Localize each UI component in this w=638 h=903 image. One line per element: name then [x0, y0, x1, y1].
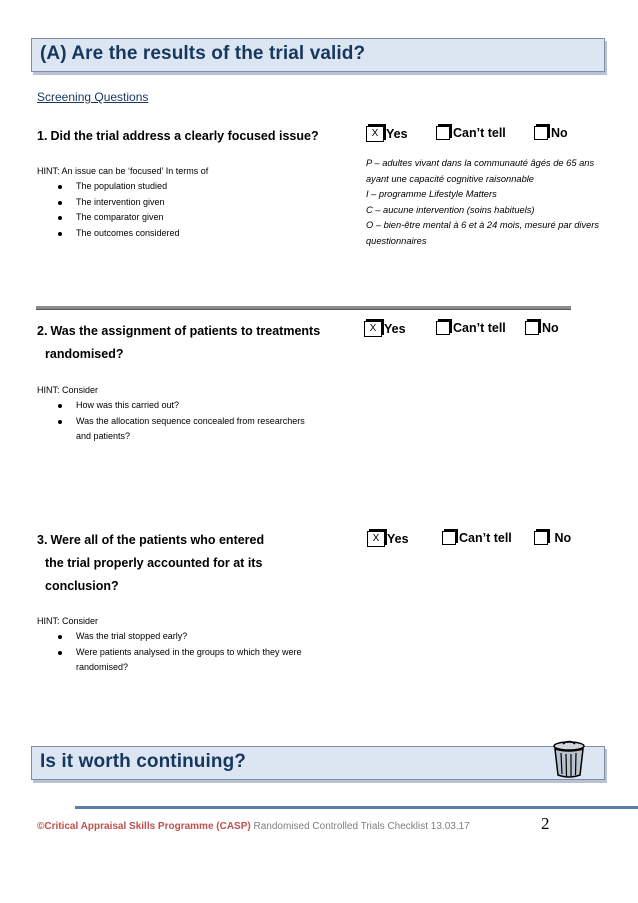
checkbox-icon[interactable]	[534, 531, 548, 545]
question-1-text: Did the trial address a clearly focused issue?	[50, 129, 319, 143]
checkbox-icon[interactable]	[525, 321, 539, 335]
q1-option-cant-tell[interactable]: Can’t tell	[436, 126, 506, 140]
checkbox-icon[interactable]	[436, 126, 450, 140]
hint-item: The intervention given	[58, 195, 306, 211]
continue-title: Is it worth continuing?	[40, 751, 246, 772]
screening-questions-label: Screening Questions	[37, 90, 149, 104]
question-1	[37, 125, 337, 148]
bullet-icon	[58, 232, 62, 236]
note-intervention: I – programme Lifestyle Matters	[366, 189, 497, 199]
section-a-header	[31, 38, 605, 72]
question-3-text-cont-2: conclusion?	[45, 579, 119, 593]
question-3-text: Were all of the patients who entered	[50, 533, 265, 547]
checkbox-icon[interactable]	[442, 531, 456, 545]
question-3	[37, 529, 357, 598]
section-divider	[36, 306, 571, 310]
question-3-hint-list	[58, 629, 306, 676]
note-population: P – adultes vivant dans la communauté âgés de 65 ans ayant une capacité cognitive raisonnable	[366, 158, 595, 184]
question-1-hint: HINT: An issue can be ‘focused’ In terms of	[37, 166, 209, 176]
section-a-title: (A) Are the results of the trial valid?	[40, 43, 366, 64]
q3-option-no[interactable]: No	[534, 531, 571, 545]
question-2-hint: HINT: Consider	[37, 385, 99, 395]
q2-option-no[interactable]: No	[525, 321, 559, 335]
question-1-number: 1.	[37, 129, 48, 143]
hint-item: The population studied	[58, 179, 306, 195]
question-3-number: 3.	[37, 533, 48, 547]
q1-option-yes[interactable]: X Yes	[366, 126, 408, 142]
q3-option-cant-tell[interactable]: Can’t tell	[442, 531, 512, 545]
footer-brand: ©Critical Appraisal Skills Programme (CASP)	[37, 821, 251, 832]
bullet-icon	[58, 216, 62, 220]
q2-option-cant-tell[interactable]: Can’t tell	[436, 321, 506, 335]
checked-box-icon[interactable]: X	[366, 126, 384, 142]
question-2-text: Was the assignment of patients to treatments	[50, 324, 321, 338]
bullet-icon	[58, 420, 62, 424]
q2-option-yes[interactable]: X Yes	[364, 321, 406, 337]
continue-header	[31, 746, 605, 780]
hint-item: The comparator given	[58, 210, 306, 226]
footer-document-title: Randomised Controlled Trials Checklist 13.03.17	[250, 821, 470, 832]
question-2-text-cont: randomised?	[45, 347, 124, 361]
question-1-notes	[366, 156, 604, 249]
question-2-hint-list	[58, 398, 306, 445]
note-comparator: C – aucune intervention (soins habituels)	[366, 204, 535, 215]
q1-option-no[interactable]: No	[534, 126, 568, 140]
hint-item: Was the trial stopped early?	[58, 629, 306, 645]
bullet-icon	[58, 185, 62, 189]
checkbox-icon[interactable]	[534, 126, 548, 140]
hint-item: The outcomes considered	[58, 226, 306, 242]
page-number: 2	[541, 814, 550, 833]
question-2-number: 2.	[37, 324, 48, 338]
checked-box-icon[interactable]: X	[364, 321, 382, 337]
question-3-hint: HINT: Consider	[37, 616, 99, 626]
bullet-icon	[58, 201, 62, 205]
question-2	[37, 320, 357, 366]
bullet-icon	[58, 635, 62, 639]
footer-text	[37, 821, 470, 832]
hint-item: How was this carried out?	[58, 398, 306, 414]
note-outcome: O – bien-être mental à 6 et à 24 mois, mesuré par divers questionnaires	[366, 220, 600, 246]
bullet-icon	[58, 404, 62, 408]
question-1-hint-list	[58, 179, 306, 241]
bullet-icon	[58, 651, 62, 655]
checked-box-icon[interactable]: X	[367, 531, 385, 547]
hint-item: Were patients analysed in the groups to which they were randomised?	[58, 645, 306, 676]
q3-option-yes[interactable]: X Yes	[367, 531, 409, 547]
trash-bin-icon	[548, 738, 590, 780]
question-3-text-cont: the trial properly accounted for at its	[45, 556, 263, 570]
hint-item: Was the allocation sequence concealed from researchers and patients?	[58, 414, 306, 445]
checkbox-icon[interactable]	[436, 321, 450, 335]
footer-divider	[75, 806, 638, 809]
